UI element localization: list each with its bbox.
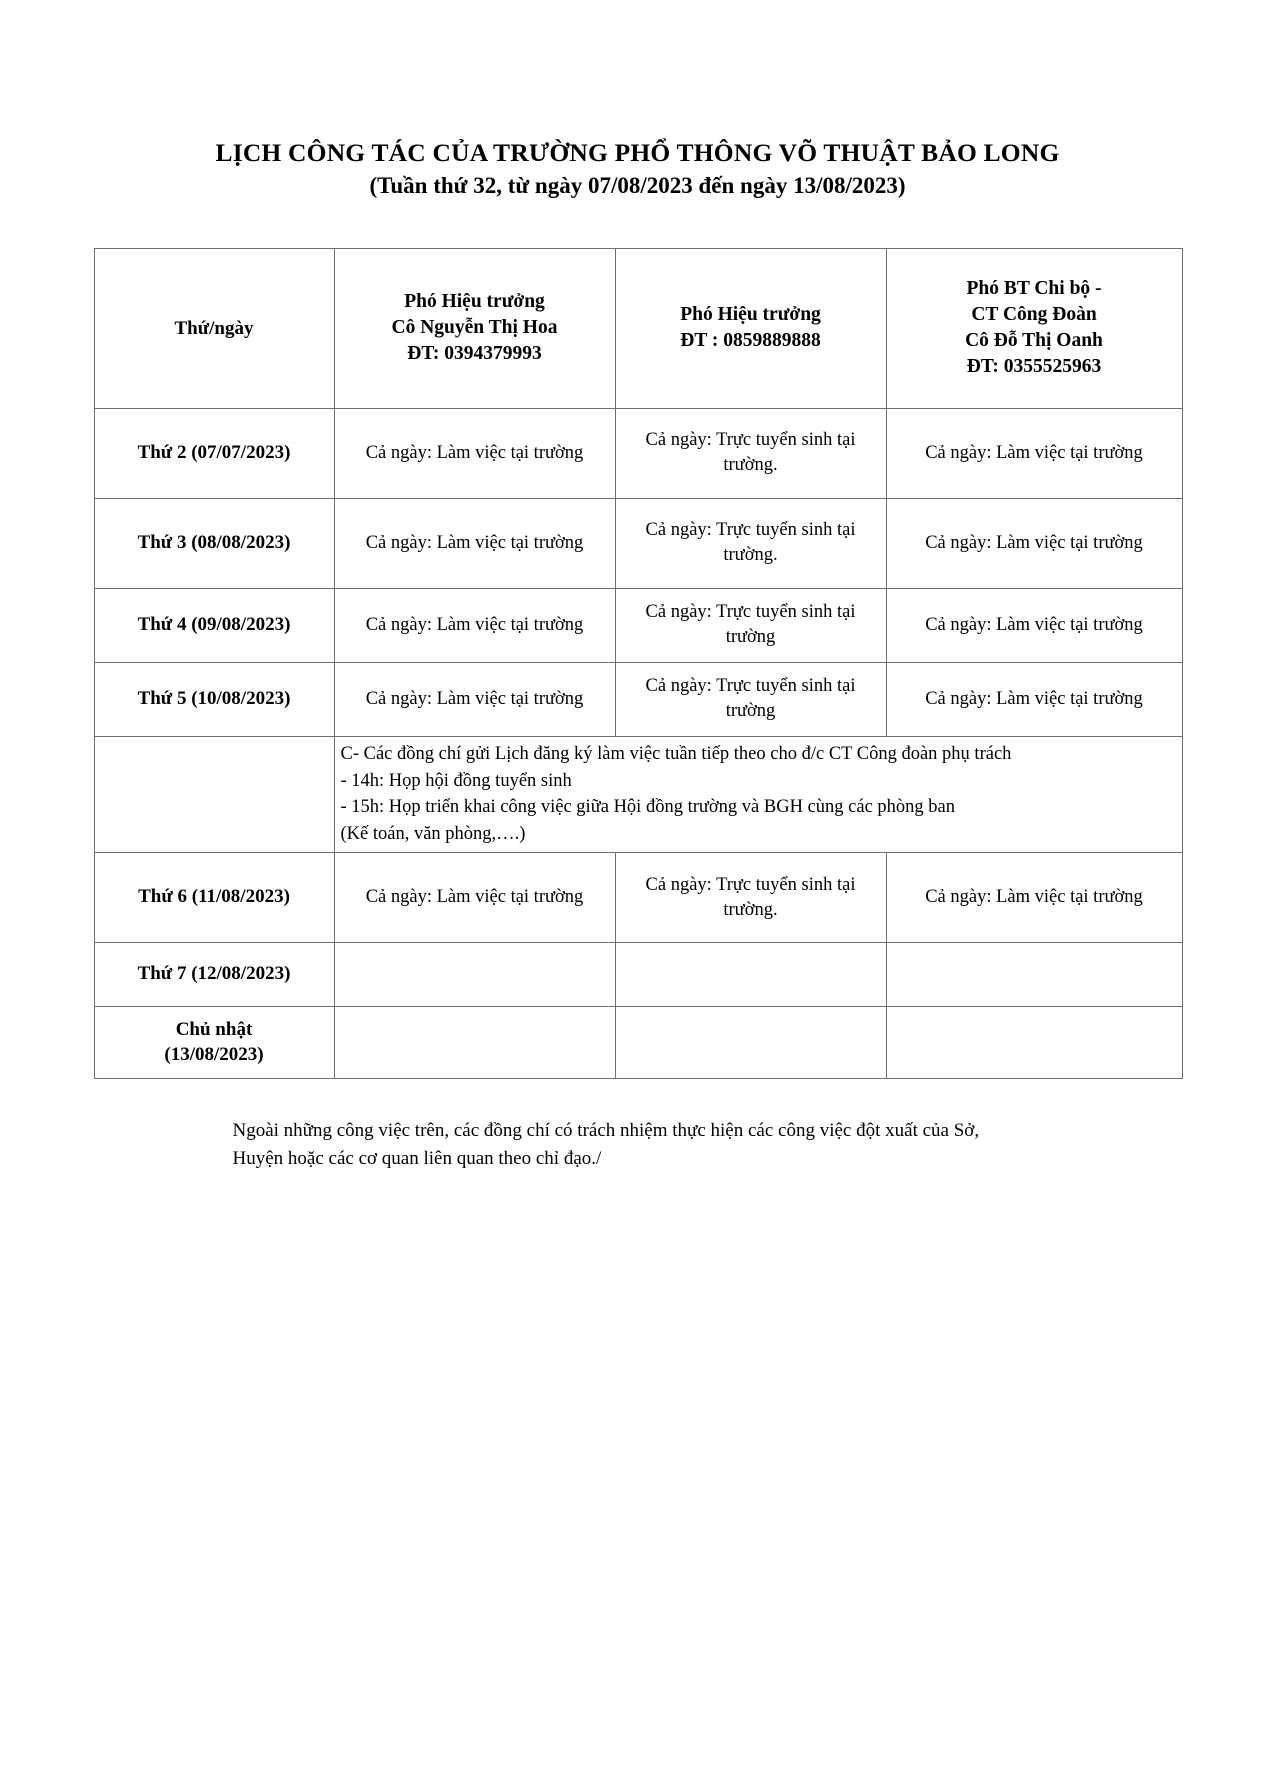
schedule-text: Cả ngày: Làm việc tại trường	[925, 614, 1143, 635]
schedule-text: Cả ngày: Làm việc tại trường	[925, 688, 1143, 709]
schedule-text: Cả ngày: Làm việc tại trường	[925, 887, 1143, 908]
schedule-text: Cả ngày: Trực tuyển sinh tại trường	[645, 602, 856, 648]
schedule-cell-col1	[334, 408, 615, 498]
schedule-cell-col2	[615, 662, 886, 736]
table-row	[94, 853, 1182, 943]
header-col2-phone: ĐT : 0859889888	[680, 330, 821, 352]
schedule-cell-col1	[334, 662, 615, 736]
schedule-cell-col3	[886, 498, 1182, 588]
notes-line: - 14h: Họp hội đồng tuyển sinh	[340, 770, 572, 791]
schedule-table	[94, 248, 1183, 1079]
schedule-text: Cả ngày: Làm việc tại trường	[365, 442, 584, 463]
schedule-cell-col2	[615, 853, 886, 943]
footer-note	[148, 1117, 1128, 1172]
schedule-text: Cả ngày: Làm việc tại trường	[925, 442, 1143, 463]
day-cell	[94, 662, 334, 736]
header-col3-role-line1: Phó BT Chi bộ -	[966, 278, 1102, 300]
notes-row	[94, 736, 1182, 852]
page-subtitle: (Tuần thứ 32, từ ngày 07/08/2023 đến ngày 13/08/2023)	[369, 173, 906, 199]
schedule-cell-col2	[615, 1007, 886, 1079]
day-label: Thứ 2 (07/07/2023)	[137, 441, 291, 463]
notes-cell	[334, 736, 1182, 852]
notes-body	[341, 741, 1176, 848]
header-cell-vice-principal	[615, 248, 886, 408]
table-row	[94, 1007, 1182, 1079]
schedule-text: Cả ngày: Làm việc tại trường	[365, 887, 584, 908]
schedule-cell-col2	[615, 408, 886, 498]
day-cell	[94, 498, 334, 588]
header-cell-day	[94, 248, 334, 408]
schedule-cell-col2	[615, 498, 886, 588]
header-cell-union-chair-oanh	[886, 248, 1182, 408]
schedule-cell-col1	[334, 588, 615, 662]
schedule-cell-col1	[334, 943, 615, 1007]
schedule-cell-col3	[886, 662, 1182, 736]
header-col1-phone: ĐT: 0394379993	[407, 343, 542, 365]
schedule-cell-col3	[886, 588, 1182, 662]
document-header	[0, 138, 1275, 201]
notes-line: - 15h: Họp triển khai công việc giữa Hội đồng trường và BGH cùng các phòng ban	[340, 797, 956, 818]
header-day-label: Thứ/ngày	[174, 317, 254, 339]
day-label-line2: (13/08/2023)	[164, 1043, 264, 1065]
day-label: Thứ 4 (09/08/2023)	[137, 613, 291, 635]
schedule-text: Cả ngày: Trực tuyển sinh tại trường	[645, 676, 856, 722]
notes-line: (Kế toán, văn phòng,….)	[340, 824, 526, 845]
header-cell-vice-principal-hoa	[334, 248, 615, 408]
schedule-cell-col3	[886, 1007, 1182, 1079]
day-label: Thứ 5 (10/08/2023)	[137, 687, 291, 709]
header-col1-name: Cô Nguyễn Thị Hoa	[391, 317, 558, 339]
day-cell	[94, 943, 334, 1007]
schedule-cell-col1	[334, 498, 615, 588]
table-row	[94, 943, 1182, 1007]
schedule-cell-col1	[334, 1007, 615, 1079]
page-title: LỊCH CÔNG TÁC CỦA TRƯỜNG PHỔ THÔNG VÕ THUẬT BẢO LONG	[215, 138, 1060, 167]
schedule-text: Cả ngày: Làm việc tại trường	[925, 532, 1143, 553]
header-col2-role: Phó Hiệu trưởng	[680, 304, 821, 326]
day-label: Thứ 6 (11/08/2023)	[138, 886, 290, 908]
table-row	[94, 408, 1182, 498]
day-label-line1: Chủ nhật	[175, 1018, 253, 1040]
schedule-text: Cả ngày: Làm việc tại trường	[365, 532, 584, 553]
notes-line: C- Các đồng chí gửi Lịch đăng ký làm việc tuần tiếp theo cho đ/c CT Công đoàn phụ trách	[340, 743, 1012, 764]
schedule-text: Cả ngày: Làm việc tại trường	[365, 614, 584, 635]
header-col3-role-line2: CT Công Đoàn	[971, 304, 1097, 326]
day-cell	[94, 853, 334, 943]
schedule-table-container	[94, 248, 1182, 1079]
schedule-cell-col3	[886, 853, 1182, 943]
document-page	[0, 138, 1275, 1788]
footer-note-line2: Huyện hoặc các cơ quan liên quan theo chỉ đạo./	[232, 1147, 602, 1169]
schedule-text: Cả ngày: Trực tuyển sinh tại trường.	[645, 874, 856, 920]
day-cell	[94, 588, 334, 662]
schedule-text: Cả ngày: Trực tuyển sinh tại trường.	[645, 430, 856, 476]
day-label: Thứ 7 (12/08/2023)	[137, 963, 291, 985]
schedule-cell-col2	[615, 943, 886, 1007]
header-col3-phone: ĐT: 0355525963	[966, 356, 1102, 378]
table-row	[94, 662, 1182, 736]
day-label: Thứ 3 (08/08/2023)	[137, 531, 291, 553]
schedule-cell-col3	[886, 943, 1182, 1007]
schedule-text: Cả ngày: Làm việc tại trường	[365, 688, 584, 709]
table-row	[94, 498, 1182, 588]
table-header-row	[94, 248, 1182, 408]
footer-note-line1: Ngoài những công việc trên, các đồng chí có trách nhiệm thực hiện các công việc đột xuất của Sở,	[232, 1120, 980, 1142]
day-cell	[94, 408, 334, 498]
schedule-cell-col2	[615, 588, 886, 662]
header-col1-role: Phó Hiệu trưởng	[404, 291, 545, 313]
table-row	[94, 588, 1182, 662]
schedule-cell-col3	[886, 408, 1182, 498]
day-cell	[94, 1007, 334, 1079]
header-col3-name: Cô Đỗ Thị Oanh	[965, 330, 1103, 352]
schedule-cell-col1	[334, 853, 615, 943]
notes-day-cell	[94, 736, 334, 852]
schedule-text: Cả ngày: Trực tuyển sinh tại trường.	[645, 520, 856, 566]
day-label	[101, 1018, 328, 1067]
